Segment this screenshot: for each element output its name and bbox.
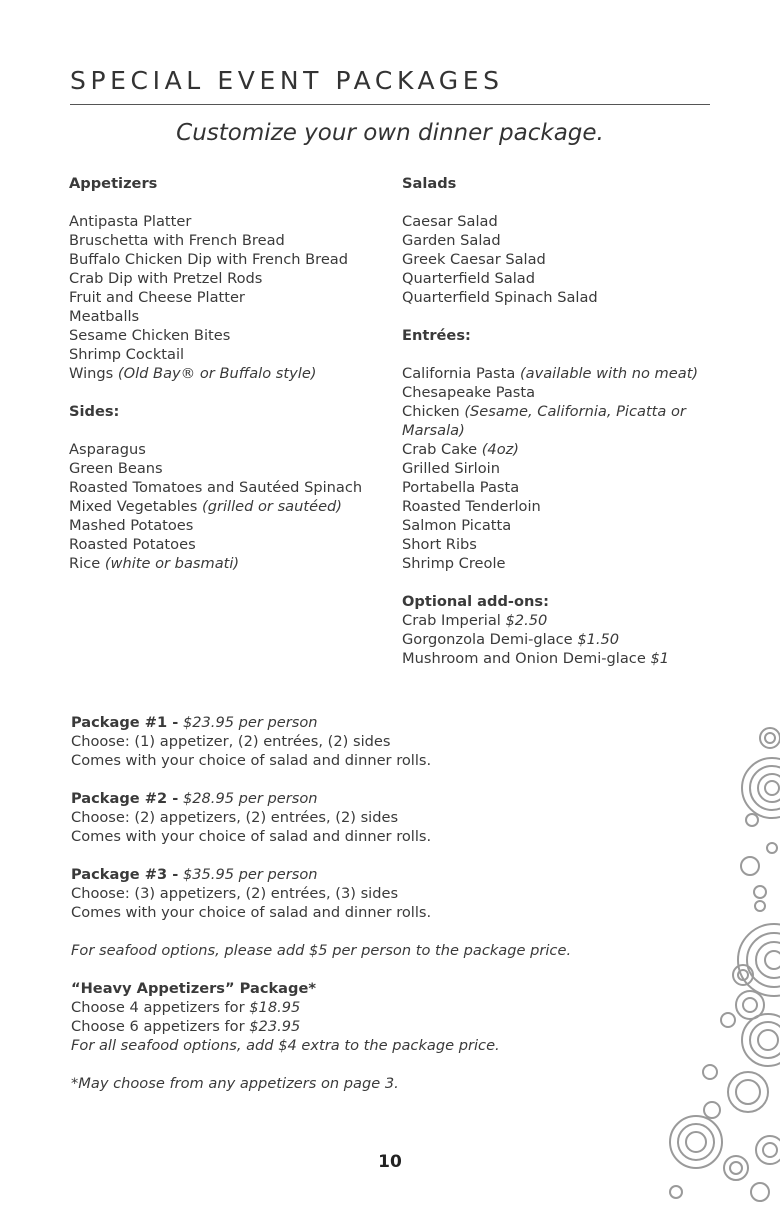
addon-item	[402, 611, 732, 630]
salad-item	[402, 269, 732, 288]
entree-item	[402, 402, 732, 440]
package-title	[71, 789, 671, 808]
page-number: 10	[378, 1152, 402, 1172]
salad-item-name: Quarterfield Salad	[402, 270, 535, 287]
salad-item-name: Greek Caesar Salad	[402, 251, 546, 268]
package-choose: Choose: (3) appetizers, (2) entrées, (3) sides	[71, 885, 399, 902]
package-name: Package #2 -	[71, 790, 179, 807]
side-item	[69, 535, 399, 554]
package-price: $23.95 per person	[182, 714, 318, 731]
side-item-name: Roasted Tomatoes and Sautéed Spinach	[69, 479, 363, 496]
addon-item	[402, 630, 732, 649]
side-item	[69, 478, 399, 497]
side-item-note: (grilled or sautéed)	[202, 498, 343, 515]
appetizer-item-name: Shrimp Cocktail	[69, 346, 185, 363]
entree-item-note: (available with no meat)	[519, 365, 699, 382]
entree-item	[402, 383, 732, 402]
appetizer-item-name: Bruschetta with French Bread	[69, 232, 285, 249]
left-column	[69, 174, 399, 573]
salad-item-name: Quarterfield Spinach Salad	[402, 289, 598, 306]
addons-list	[402, 611, 732, 668]
addon-item-name: Crab Imperial	[402, 612, 501, 629]
right-column	[402, 174, 732, 668]
decorative-circles	[650, 720, 780, 1205]
entree-item-name: Grilled Sirloin	[402, 460, 500, 477]
side-item	[69, 440, 399, 459]
addon-item-price: $2.50	[505, 612, 548, 629]
package-title	[71, 713, 671, 732]
addons-heading: Optional add-ons:	[402, 593, 549, 610]
entree-item	[402, 535, 732, 554]
package-choose: Choose: (1) appetizer, (2) entrées, (2) sides	[71, 733, 391, 750]
salad-item	[402, 250, 732, 269]
entree-item-name: Salmon Picatta	[402, 517, 512, 534]
side-item	[69, 459, 399, 478]
appetizer-item	[69, 212, 399, 231]
entree-item-note: (Sesame, California, Picatta or Marsala)	[402, 403, 686, 439]
appetizer-item-name: Fruit and Cheese Platter	[69, 289, 245, 306]
heavy-option-2	[71, 1017, 671, 1036]
appetizer-item	[69, 345, 399, 364]
heavy-option-1-price: $18.95	[249, 999, 301, 1016]
side-item-name: Green Beans	[69, 460, 163, 477]
addon-item-name: Mushroom and Onion Demi-glace	[402, 650, 646, 667]
side-item-note: (white or basmati)	[104, 555, 240, 572]
appetizer-item	[69, 307, 399, 326]
heavy-seafood-note: For all seafood options, add $4 extra to the package price.	[71, 1037, 500, 1054]
entree-item	[402, 478, 732, 497]
appetizer-item-name: Antipasta Platter	[69, 213, 192, 230]
side-item-name: Mashed Potatoes	[69, 517, 194, 534]
heavy-heading: “Heavy Appetizers” Package*	[71, 980, 317, 997]
entrees-list	[402, 364, 732, 573]
salad-item-name: Garden Salad	[402, 232, 501, 249]
package-price: $28.95 per person	[182, 790, 318, 807]
appetizer-item	[69, 250, 399, 269]
addon-item-price: $1	[650, 650, 670, 667]
appetizer-item-note: (Old Bay® or Buffalo style)	[117, 365, 317, 382]
seafood-note: For seafood options, please add $5 per person to the package price.	[71, 942, 572, 959]
sides-list	[69, 440, 399, 573]
appetizer-item	[69, 269, 399, 288]
appetizer-item-name: Meatballs	[69, 308, 140, 325]
appetizer-item-name: Wings	[69, 365, 114, 382]
heavy-appetizers-package	[71, 979, 671, 1055]
appetizer-item	[69, 326, 399, 345]
appetizer-item-name: Sesame Chicken Bites	[69, 327, 231, 344]
package-includes: Comes with your choice of salad and dinner rolls.	[71, 752, 432, 769]
salad-item	[402, 212, 732, 231]
package-block	[71, 789, 671, 846]
package-includes: Comes with your choice of salad and dinner rolls.	[71, 904, 432, 921]
packages-section	[71, 713, 671, 1093]
appetizer-item	[69, 288, 399, 307]
entree-item-name: Chicken	[402, 403, 460, 420]
entree-item	[402, 440, 732, 459]
addon-item-price: $1.50	[577, 631, 620, 648]
footnote: *May choose from any appetizers on page 3.	[71, 1075, 399, 1092]
entree-item	[402, 459, 732, 478]
package-name: Package #3 -	[71, 866, 179, 883]
page-title: SPECIAL EVENT PACKAGES	[70, 66, 504, 95]
side-item-name: Roasted Potatoes	[69, 536, 196, 553]
package-block	[71, 865, 671, 922]
side-item-name: Asparagus	[69, 441, 146, 458]
sides-heading: Sides:	[69, 403, 120, 420]
package-title	[71, 865, 671, 884]
addon-item-name: Gorgonzola Demi-glace	[402, 631, 573, 648]
side-item	[69, 497, 399, 516]
page-subtitle: Customize your own dinner package.	[176, 120, 604, 146]
entree-item-name: Short Ribs	[402, 536, 477, 553]
heavy-option-2-text: Choose 6 appetizers for	[71, 1018, 245, 1035]
salad-item	[402, 231, 732, 250]
entree-item-name: Shrimp Creole	[402, 555, 506, 572]
heavy-option-2-price: $23.95	[249, 1018, 301, 1035]
entree-item	[402, 554, 732, 573]
entree-item-name: California Pasta	[402, 365, 516, 382]
side-item	[69, 516, 399, 535]
entree-item-note: (4oz)	[481, 441, 519, 458]
title-divider	[70, 104, 710, 105]
side-item-name: Mixed Vegetables	[69, 498, 198, 515]
salad-item	[402, 288, 732, 307]
package-choose: Choose: (2) appetizers, (2) entrées, (2) sides	[71, 809, 399, 826]
entree-item-name: Roasted Tenderloin	[402, 498, 541, 515]
appetizer-item	[69, 231, 399, 250]
side-item	[69, 554, 399, 573]
package-block	[71, 713, 671, 770]
entrees-heading: Entrées:	[402, 327, 471, 344]
appetizer-item	[69, 364, 399, 383]
heavy-option-1-text: Choose 4 appetizers for	[71, 999, 245, 1016]
entree-item-name: Portabella Pasta	[402, 479, 520, 496]
side-item-name: Rice	[69, 555, 101, 572]
package-includes: Comes with your choice of salad and dinner rolls.	[71, 828, 432, 845]
entree-item	[402, 497, 732, 516]
salad-item-name: Caesar Salad	[402, 213, 498, 230]
salads-heading: Salads	[402, 175, 457, 192]
heavy-option-1	[71, 998, 671, 1017]
appetizer-item-name: Crab Dip with Pretzel Rods	[69, 270, 263, 287]
entree-item-name: Crab Cake	[402, 441, 478, 458]
package-price: $35.95 per person	[182, 866, 318, 883]
entree-item	[402, 516, 732, 535]
entree-item	[402, 364, 732, 383]
appetizer-item-name: Buffalo Chicken Dip with French Bread	[69, 251, 349, 268]
addon-item	[402, 649, 732, 668]
appetizers-list	[69, 212, 399, 383]
salads-list	[402, 212, 732, 307]
appetizers-heading: Appetizers	[69, 175, 158, 192]
package-name: Package #1 -	[71, 714, 179, 731]
entree-item-name: Chesapeake Pasta	[402, 384, 536, 401]
